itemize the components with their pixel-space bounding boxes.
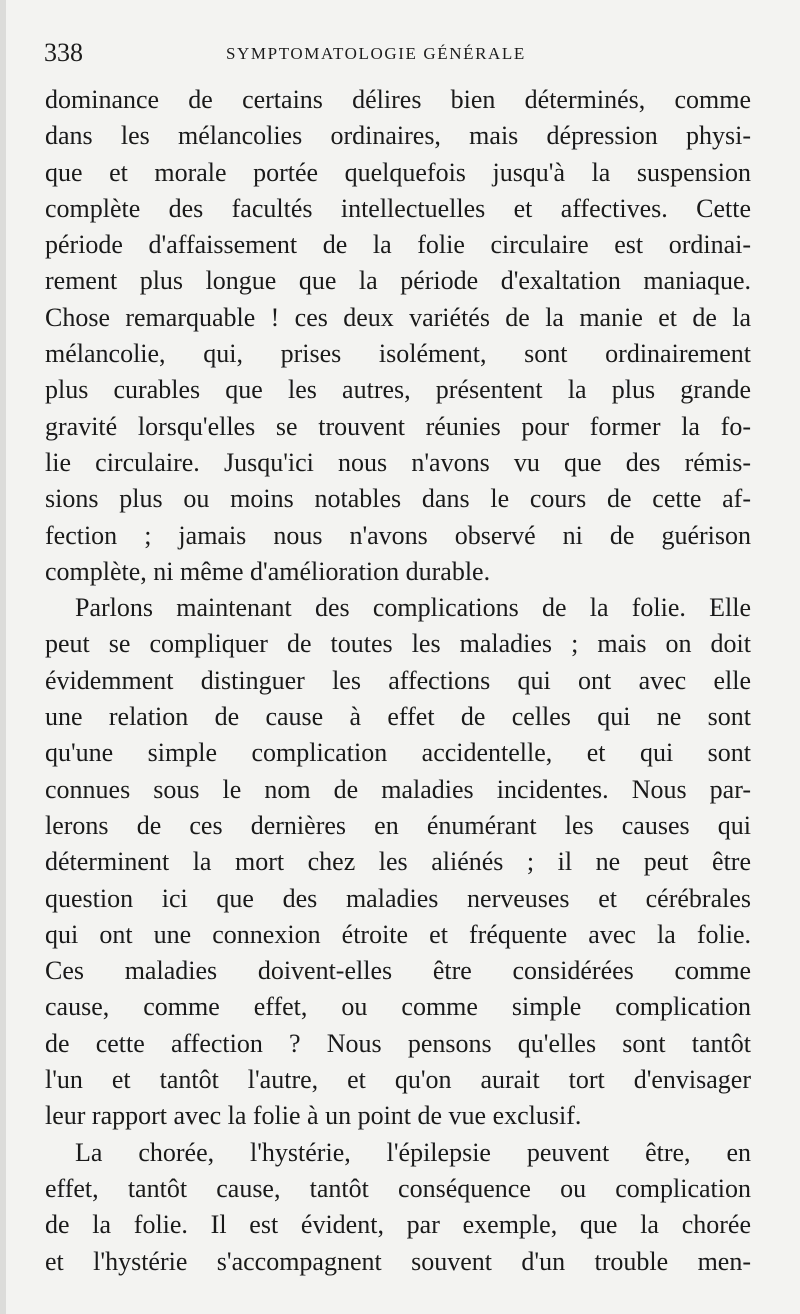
text-line: de cette affection ? Nous pensons qu'elles sont tantôt <box>45 1028 751 1058</box>
text-line: Chose remarquable ! ces deux variétés de la manie et de la <box>45 302 751 332</box>
text-line: l'un et tantôt l'autre, et qu'on aurait tort d'envisager <box>45 1065 751 1095</box>
text-line: dans les mélancolies ordinaires, mais dépression physi- <box>45 121 751 151</box>
text-line: lerons de ces dernières en énumérant les causes qui <box>45 810 751 840</box>
text-line: effet, tantôt cause, tantôt conséquence ou complication <box>45 1173 751 1203</box>
paragraph <box>45 590 751 1134</box>
text-line: gravité lorsqu'elles se trouvent réunies pour former la fo- <box>45 411 751 441</box>
running-title: SYMPTOMATOLOGIE GÉNÉRALE <box>226 44 526 63</box>
text-line: question ici que des maladies nerveuses et cérébrales <box>45 883 751 913</box>
text-line: évidemment distinguer les affections qui ont avec elle <box>45 665 751 695</box>
text-line: leur rapport avec la folie à un point de vue exclusif. <box>45 1101 582 1131</box>
text-line: Parlons maintenant des complications de la folie. Elle <box>75 593 751 623</box>
text-line: que et morale portée quelquefois jusqu'à la suspension <box>45 157 751 187</box>
text-line: peut se compliquer de toutes les maladies ; mais on doit <box>45 629 751 659</box>
text-line: qui ont une connexion étroite et fréquente avec la folie. <box>45 919 751 949</box>
text-line: fection ; jamais nous n'avons observé ni de guérison <box>45 520 751 550</box>
paragraph <box>45 82 751 590</box>
text-line: lie circulaire. Jusqu'ici nous n'avons vu que des rémis- <box>45 447 751 477</box>
page-gutter <box>0 0 6 1314</box>
text-line: La chorée, l'hystérie, l'épilepsie peuvent être, en <box>75 1137 751 1167</box>
text-line: une relation de cause à effet de celles qui ne sont <box>45 702 751 732</box>
text-line: qu'une simple complication accidentelle, et qui sont <box>45 738 751 768</box>
text-line: plus curables que les autres, présentent la plus grande <box>45 375 751 405</box>
text-line: rement plus longue que la période d'exaltation maniaque. <box>45 266 751 296</box>
running-header <box>44 30 756 78</box>
text-line: et l'hystérie s'accompagnent souvent d'un trouble men- <box>45 1246 751 1276</box>
text-line: sions plus ou moins notables dans le cours de cette af- <box>45 484 751 514</box>
text-line: complète, ni même d'amélioration durable. <box>45 556 491 586</box>
text-line: Ces maladies doivent-elles être considérées comme <box>45 956 751 986</box>
text-line: de la folie. Il est évident, par exemple, que la chorée <box>45 1210 751 1240</box>
text-line: dominance de certains délires bien déterminés, comme <box>45 85 751 114</box>
text-line: connues sous le nom de maladies incidentes. Nous par- <box>45 774 751 804</box>
text-line: mélancolie, qui, prises isolément, sont ordinairement <box>45 339 751 369</box>
text-line: cause, comme effet, ou comme simple complication <box>45 992 751 1022</box>
text-line: période d'affaissement de la folie circulaire est ordinai- <box>45 230 751 260</box>
text-line: complète des facultés intellectuelles et affectives. Cette <box>45 193 751 223</box>
body-text <box>45 82 751 1280</box>
page-number: 338 <box>44 38 83 67</box>
text-line: déterminent la mort chez les aliénés ; il ne peut être <box>45 847 751 877</box>
paragraph <box>45 1135 751 1280</box>
